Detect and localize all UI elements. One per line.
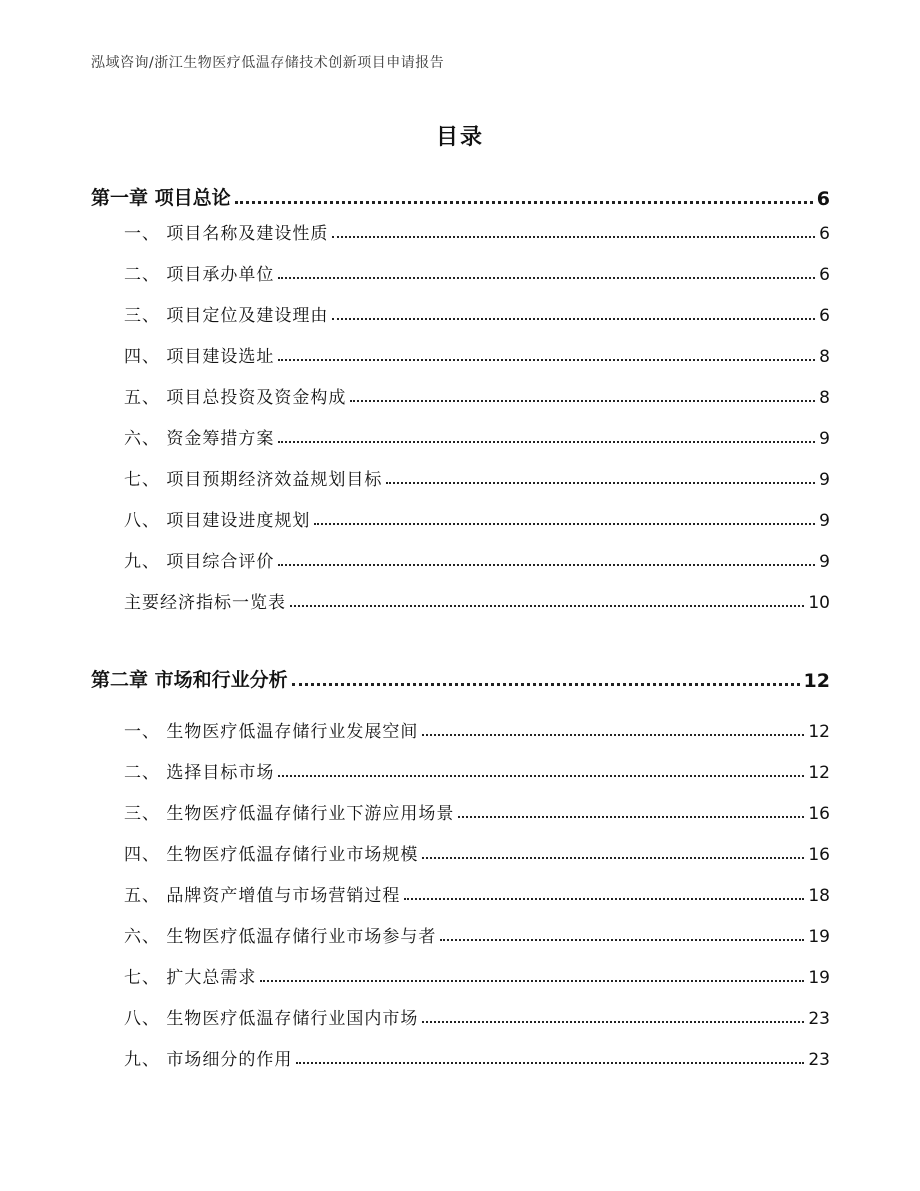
toc-section[interactable]	[124, 462, 830, 490]
toc-section[interactable]	[124, 919, 830, 947]
dot-leader	[292, 683, 800, 686]
dot-leader	[314, 523, 815, 525]
toc-entry-page: 16	[808, 845, 830, 865]
toc-section[interactable]	[124, 503, 830, 531]
toc-entry-label: 一、 项目名称及建设性质	[124, 224, 329, 244]
dot-leader	[422, 857, 804, 859]
dot-leader	[296, 1062, 804, 1064]
toc-section[interactable]	[124, 960, 830, 988]
toc-entry-label: 七、 项目预期经济效益规划目标	[124, 470, 383, 490]
toc-entry-label: 八、 生物医疗低温存储行业国内市场	[124, 1009, 419, 1029]
dot-leader	[404, 898, 804, 900]
toc-entry-label: 九、 市场细分的作用	[124, 1050, 293, 1070]
toc-entry-page: 6	[819, 265, 830, 285]
toc-title: 目录	[435, 125, 484, 150]
dot-leader	[386, 482, 815, 484]
toc-section[interactable]	[124, 216, 830, 244]
toc-entry-label: 五、 项目总投资及资金构成	[124, 388, 347, 408]
toc-entry-label: 主要经济指标一览表	[124, 593, 286, 613]
dot-leader	[422, 1021, 804, 1023]
toc-entry-page: 23	[808, 1050, 830, 1070]
dot-leader	[350, 400, 815, 402]
toc-section[interactable]	[124, 837, 830, 865]
toc-section[interactable]	[124, 714, 830, 742]
toc-entry-label: 第一章 项目总论	[91, 187, 231, 209]
dot-leader	[278, 441, 815, 443]
dot-leader	[332, 318, 815, 320]
toc-section[interactable]	[124, 1001, 830, 1029]
toc-entry-page: 19	[808, 968, 830, 988]
toc-entry-page: 12	[808, 722, 830, 742]
toc-entry-label: 第二章 市场和行业分析	[91, 669, 288, 691]
toc-section[interactable]	[124, 796, 830, 824]
toc-chapter[interactable]	[91, 182, 830, 210]
toc-section[interactable]	[124, 585, 830, 613]
toc-section[interactable]	[124, 544, 830, 572]
toc-entry-page: 16	[808, 804, 830, 824]
dot-leader	[235, 201, 813, 204]
dot-leader	[278, 277, 815, 279]
toc-entry-label: 四、 项目建设选址	[124, 347, 275, 367]
toc-entry-page: 6	[819, 224, 830, 244]
toc-entry-label: 三、 生物医疗低温存储行业下游应用场景	[124, 804, 455, 824]
toc-entry-label: 六、 生物医疗低温存储行业市场参与者	[124, 927, 437, 947]
page-header: 泓域咨询/浙江生物医疗低温存储技术创新项目申请报告	[91, 55, 445, 71]
dot-leader	[422, 734, 804, 736]
toc-entry-page: 8	[819, 347, 830, 367]
toc-section[interactable]	[124, 421, 830, 449]
toc-entry-page: 10	[808, 593, 830, 613]
toc-entry-page: 19	[808, 927, 830, 947]
toc-entry-page: 23	[808, 1009, 830, 1029]
dot-leader	[260, 980, 804, 982]
toc-entry-page: 12	[808, 763, 830, 783]
dot-leader	[278, 775, 804, 777]
toc-entry-label: 二、 选择目标市场	[124, 763, 275, 783]
toc-entry-page: 18	[808, 886, 830, 906]
toc-entry-page: 12	[803, 670, 830, 692]
toc-section[interactable]	[124, 339, 830, 367]
toc-entry-label: 一、 生物医疗低温存储行业发展空间	[124, 722, 419, 742]
toc-entry-page: 6	[816, 188, 830, 210]
toc-entry-page: 8	[819, 388, 830, 408]
dot-leader	[458, 816, 804, 818]
toc-section[interactable]	[124, 755, 830, 783]
dot-leader	[332, 236, 815, 238]
dot-leader	[278, 359, 815, 361]
toc-chapter[interactable]	[91, 664, 830, 692]
dot-leader	[440, 939, 804, 941]
toc-entry-label: 五、 品牌资产增值与市场营销过程	[124, 886, 401, 906]
dot-leader	[278, 564, 815, 566]
toc-entry-label: 八、 项目建设进度规划	[124, 511, 311, 531]
toc-entry-page: 9	[819, 552, 830, 572]
toc-entry-page: 9	[819, 429, 830, 449]
toc-entry-label: 七、 扩大总需求	[124, 968, 257, 988]
dot-leader	[290, 605, 804, 607]
toc-entry-page: 9	[819, 511, 830, 531]
toc-entry-label: 六、 资金筹措方案	[124, 429, 275, 449]
toc-entry-page: 9	[819, 470, 830, 490]
toc-entry-page: 6	[819, 306, 830, 326]
toc-section[interactable]	[124, 878, 830, 906]
toc-entry-label: 四、 生物医疗低温存储行业市场规模	[124, 845, 419, 865]
toc-section[interactable]	[124, 1042, 830, 1070]
toc-entry-label: 三、 项目定位及建设理由	[124, 306, 329, 326]
toc-section[interactable]	[124, 257, 830, 285]
toc-entry-label: 二、 项目承办单位	[124, 265, 275, 285]
toc-section[interactable]	[124, 380, 830, 408]
toc-entry-label: 九、 项目综合评价	[124, 552, 275, 572]
toc-section[interactable]	[124, 298, 830, 326]
